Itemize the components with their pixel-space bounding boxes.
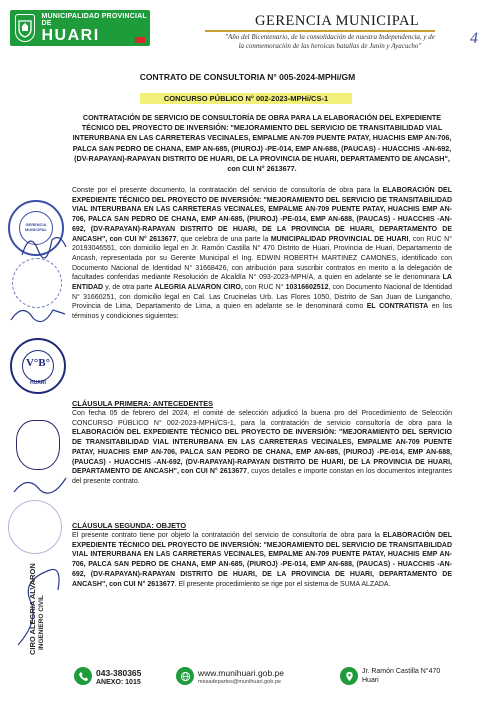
- footer-phone: 043-380365: [96, 668, 142, 678]
- intro-text: y, de otra parte: [103, 284, 155, 292]
- signature-3: [10, 470, 70, 500]
- contractor-ruc: 10316602512: [285, 284, 329, 292]
- entity-label: LA ENTIDAD: [72, 274, 452, 292]
- footer-address: [362, 667, 440, 685]
- municipality-logo: [10, 10, 150, 46]
- intro-text: , con Documento Nacional de Identidad N° 31660251, con domicilio legal en Cal. Las Crucinelas Urb. Las Flores 1050, Distrito de San Juan de Lurigancho, Provincia de Lima, Departamento de Lima, a quien en adelante se le denominará como: [72, 284, 452, 311]
- clause-project: ELABORACIÓN DEL EXPEDIENTE TÉCNICO DEL PROYECTO DE INVERSIÓN: "MEJORAMIENTO DEL SERVICIO DE TRANSITABILIDAD VIAL INTERURBANA EN LAS CARRETERAS VECINALES, EMPALME AN-709 PUENTE PATAY, HUACHIS EMP AN-706, PALCA SAN PEDRO DE CHANA, EMP AN-685, (PIUROJ) -PE-014, EMP AN-688, (PAUCAS) - HUACCHIS -AN-692, (DV-RAPAYAN)-RAPAYAN DISTRITO DE HUARI, DE LA PROVINCIA DE HUARI, DEPARTAMENTO DE ANCASH", con CUI N° 2613677: [72, 532, 452, 588]
- clause-text: Con fecha 05 de febrero del 2024, el comité de selección adjudicó la buena pro del Procedimiento de Selección CONCURSO PÚBLICO N° 002-2023-MPHi/CS-1, para la contratación de servicio consultoría de obra para la: [72, 410, 452, 427]
- letterhead: [0, 0, 495, 62]
- header-divider: [205, 30, 435, 32]
- clause-1-paragraph: [72, 409, 452, 487]
- seal-1-text: GERENCIA MUNICIPAL: [25, 222, 47, 232]
- address-line-2: Huari: [362, 677, 379, 684]
- clause-text: El presente contrato tiene por objeto la contratación del servicio de consultoría de obra para la: [72, 532, 383, 539]
- footer: [0, 664, 495, 702]
- footer-website[interactable]: www.munihuari.gob.pe: [198, 668, 284, 678]
- intro-project: ELABORACIÓN DEL EXPEDIENTE TÉCNICO DEL PROYECTO DE INVERSIÓN: "MEJORAMIENTO DEL SERVICIO DE TRANSITABILIDAD VIAL INTERURBANA EN LAS CARRETERAS VECINALES, EMPALME AN-709 PUENTE PATAY, HUACHIS EMP AN-706, PALCA SAN PEDRO DE CHANA, EMP AN-685, (PIUROJ) -PE-014, EMP AN-688, (PAUCAS) - HUACCHIS -AN-692, (DV-RAPAYAN)-RAPAYAN DISTRITO DE HUARI, DE LA PROVINCIA DE HUARI, DEPARTAMENTO DE ANCASH", con CUI N° 2613677: [72, 187, 452, 243]
- globe-icon: [176, 667, 194, 685]
- footer-anexo: ANEXO: 1015: [96, 679, 141, 686]
- logo-small-text: MUNICIPALIDAD PROVINCIAL DE: [41, 12, 147, 27]
- faded-round-seal: [8, 500, 62, 554]
- intro-text: , con RUC N° 20193046551, con domicilio legal en Jr. Ramón Castilla N° 470 Distrito de Huari, Provincia de Huari, Departamento de Ancash, representada por su Gerente Municipal el Ing. EDWIN ROBERTH MARTINEZ CAMONES, identificado con Documento Nacional de Identidad N° 31668426, con atribución para suscribir contratos en merito a la delegación de facultades conferidas mediante Resolución de Alcaldía N° 093-2023-MPH/A, a quien en adelante se le denominara: [72, 235, 452, 282]
- contract-subject: CONTRATACIÓN DE SERVICIO DE CONSULTORÍA DE OBRA PARA LA ELABORACIÓN DEL EXPEDIENTE TÉCNICO DEL PROYECTO DE INVERSIÓN: "MEJORAMIENTO DEL SERVICIO DE TRANSITABILIDAD VIAL INTERURBANA EN LAS CARRETERAS VECINALES, EMPALME AN-709 PUENTE PATAY, HUACHIS EMP AN-706, PALCA SAN PEDRO DE CHANA, EMP AN-685, (PIUROJ) -PE-014, EMP AN-688, (PAUCAS) - HUACCHIS -AN-692, (DV-RAPAYAN)-RAPAYAN DISTRITO DE HUARI, DE LA PROVINCIA DE HUARI, DEPARTAMENTO DE ANCASH", con CUI N° 2613677.: [72, 113, 452, 174]
- clause-2-heading: CLÁUSULA SEGUNDA: OBJETO: [72, 521, 187, 530]
- clause-text: , cuyos detalles e importe constan en los documentos integrantes del presente contrato.: [72, 468, 452, 485]
- signature-2: [8, 300, 68, 330]
- intro-text: en los términos y condiciones siguientes:: [72, 303, 452, 321]
- footer-email[interactable]: mesadepartes@munihuari.gob.pe: [198, 679, 281, 685]
- clause-text: . El presente procedimiento se rige por el sistema de SUMA ALZADA.: [174, 580, 391, 588]
- emblem-seal: [16, 420, 60, 470]
- seal-3-text: HUARI: [30, 380, 46, 386]
- tender-reference: CONCURSO PÚBLICO N° 002-2023-MPHi/CS-1: [140, 93, 352, 104]
- contractor-stamp-title: INGENIERO CIVIL: [38, 595, 45, 650]
- contractor-label: EL CONTRATISTA: [366, 303, 429, 311]
- location-pin-icon: [340, 667, 358, 685]
- shield-icon: [15, 14, 35, 42]
- clause-1-heading: CLÁUSULA PRIMERA: ANTECEDENTES: [72, 399, 214, 408]
- intro-paragraph: [72, 186, 452, 322]
- contractor-name: ALEGRIA ALVARON CIRO,: [154, 284, 243, 292]
- clause-2-paragraph: [72, 531, 452, 589]
- logo-big-text: HUARI: [41, 26, 100, 44]
- contract-title: CONTRATO DE CONSULTORIA N° 005-2024-MPHi/GM: [139, 72, 356, 82]
- motto-line-2: la conmemoración de las heroicas batallas de Junín y Ayacucho": [238, 42, 422, 50]
- department-title: GERENCIA MUNICIPAL: [255, 13, 420, 29]
- peru-flag-icon: [135, 37, 145, 43]
- intro-text: con RUC N°: [242, 284, 286, 292]
- address-line-1: Jr. Ramón Castilla N°470: [362, 668, 441, 675]
- phone-icon: [74, 667, 92, 685]
- entity-name: MUNICIPALIDAD PROVINCIAL DE HUARI: [270, 235, 409, 243]
- year-motto: [205, 33, 455, 51]
- contractor-stamp-name: CIRO ALEGRIA ALVARON: [28, 563, 37, 655]
- motto-line-1: "Año del Bicentenario, de la consolidación de nuestra Independencia, y de: [225, 33, 435, 41]
- clause-project: ELABORACIÓN DEL EXPEDIENTE TÉCNICO DEL PROYECTO DE INVERSIÓN: "MEJORAMIENTO DEL SERVICIO DE TRANSITABILIDAD VIAL INTERURBANA EN LAS CARRETERAS VECINALES, EMPALME AN-709 PUENTE PATAY, HUACHIS EMP AN-706, PALCA SAN PEDRO DE CHANA, EMP AN-685, (PIUROJ) -PE-014, EMP AN-688, (PAUCAS) - HUACCHIS -AN-692, (DV-RAPAYAN)-RAPAYAN DISTRITO DE HUARI, DE LA PROVINCIA DE HUARI, DEPARTAMENTO DE ANCASH", con CUI N° 2613677: [72, 429, 452, 476]
- handwritten-page-number: 4: [470, 30, 478, 47]
- vb-huari-seal: [10, 338, 66, 394]
- visto-bueno-text: V°B°: [25, 357, 51, 369]
- intro-text: , que celebra de una parte la: [176, 235, 271, 243]
- intro-text: Conste por el presente documento, la contratación del servicio de consultoría de obra para la: [72, 187, 383, 194]
